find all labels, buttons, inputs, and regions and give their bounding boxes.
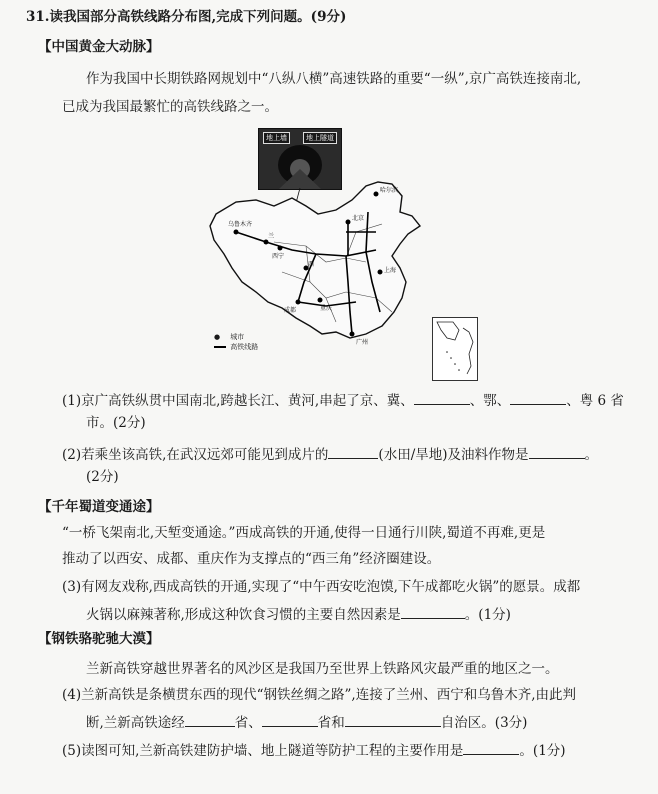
q4-sep2: 省和 [317,715,345,731]
city-label-lan: 兰 [268,233,275,240]
q4-sep1: 省、 [234,715,262,731]
q4-prefix: 断,兰新高铁途经 [86,715,185,731]
q4-suffix: 自治区。(3分) [440,715,528,731]
q1-blank-2[interactable] [510,390,566,405]
q1-suffix: 、粤 6 省 [566,393,624,409]
q2-line1 [62,444,598,464]
q1-blank-1[interactable] [414,390,470,405]
q4-blank-3[interactable] [345,712,441,727]
q2-prefix: (2)若乘坐该高铁,在武汉远郊可能见到成片的 [62,447,329,463]
q1-sep: 、鄂、 [469,393,511,409]
city-label-chengdu: 成都 [284,307,297,314]
legend-line-icon [214,346,226,348]
q1-line1 [62,390,624,410]
section2-paragraph-line1: “一桥飞架南北,天堑变通途。”西成高铁的开通,使得一日通行川陕,蜀道不再难,更是 [62,525,546,541]
city-label-guangzhou: 广州 [356,339,369,346]
city-label-xining: 西宁 [272,253,285,260]
city-label-beijing: 北京 [352,215,365,222]
q1-line2: 市。(2分) [86,415,146,431]
q1-prefix: (1)京广高铁纵贯中国南北,跨越长江、黄河,串起了京、冀、 [62,393,414,409]
legend-rail-label: 高铁线路 [230,343,259,351]
q2-score: (2分) [86,469,119,485]
legend-dot-icon: ● [214,333,221,341]
q3-line1: (3)有网友戏称,西成高铁的开通,实现了“中午西安吃泡馍,下午成都吃火锅”的愿景。成都 [62,579,581,595]
q2-blank-2[interactable] [529,444,585,459]
q5-blank[interactable] [463,740,519,755]
city-label-urumqi: 乌鲁木齐 [228,221,253,228]
photo-label-left: 地上墙 [263,132,290,144]
photo-label-right: 地上隧道 [303,132,337,144]
china-rail-map-figure [196,122,482,392]
q4-line2 [86,712,527,732]
south-china-sea-inset [432,317,478,381]
q2-end: 。 [584,447,599,463]
section1-paragraph-line2: 已成为我国最繁忙的高铁线路之一。 [62,99,278,115]
q4-blank-2[interactable] [262,712,318,727]
section3-paragraph: 兰新高铁穿越世界著名的风沙区是我国乃至世界上铁路风灾最严重的地区之一。 [86,661,559,677]
section2-paragraph-line2: 推动了以西安、成都、重庆作为支撑点的“西三角”经济圈建设。 [62,551,441,567]
city-label-harbin: 哈尔滨 [380,187,399,194]
section-heading-1: 【中国黄金大动脉】 [38,39,160,55]
city-label-chongqing: 重庆 [320,305,333,312]
q4-line1: (4)兰新高铁是条横贯东西的现代“钢铁丝绸之路”,连接了兰州、西宁和乌鲁木齐,由此判 [62,687,577,703]
q2-blank-1[interactable] [328,444,378,459]
inset-map [433,318,477,380]
legend-city-item [214,332,258,342]
legend-city-label: 城市 [230,333,245,341]
legend-rail-item [214,342,258,352]
map-legend [214,332,258,352]
section-heading-2: 【千年蜀道变通途】 [38,499,160,515]
section1-paragraph-line1: 作为我国中长期铁路网规划中“八纵八横”高速铁路的重要“一纵”,京广高铁连接南北, [86,71,582,87]
q5-suffix: 。(1分) [519,743,566,759]
q5-prefix: (5)读图可知,兰新高铁建防护墙、地上隧道等防护工程的主要作用是 [62,743,464,759]
q3-prefix: 火锅以麻辣著称,形成这种饮食习惯的主要自然因素是 [86,607,401,623]
q3-line2 [86,604,511,624]
section-heading-3: 【钢铁骆驼驰大漠】 [38,631,160,647]
city-label-shanghai: 上海 [384,267,397,274]
question-title: 31.读我国部分高铁线路分布图,完成下列问题。(9分) [26,9,347,25]
city-label-xi: 西 [308,261,315,268]
q5-line [62,740,566,760]
q3-suffix: 。(1分) [464,607,511,623]
q2-middle: (水田/旱地)及油料作物是 [378,447,529,463]
q3-blank[interactable] [401,604,465,619]
q4-blank-1[interactable] [185,712,235,727]
